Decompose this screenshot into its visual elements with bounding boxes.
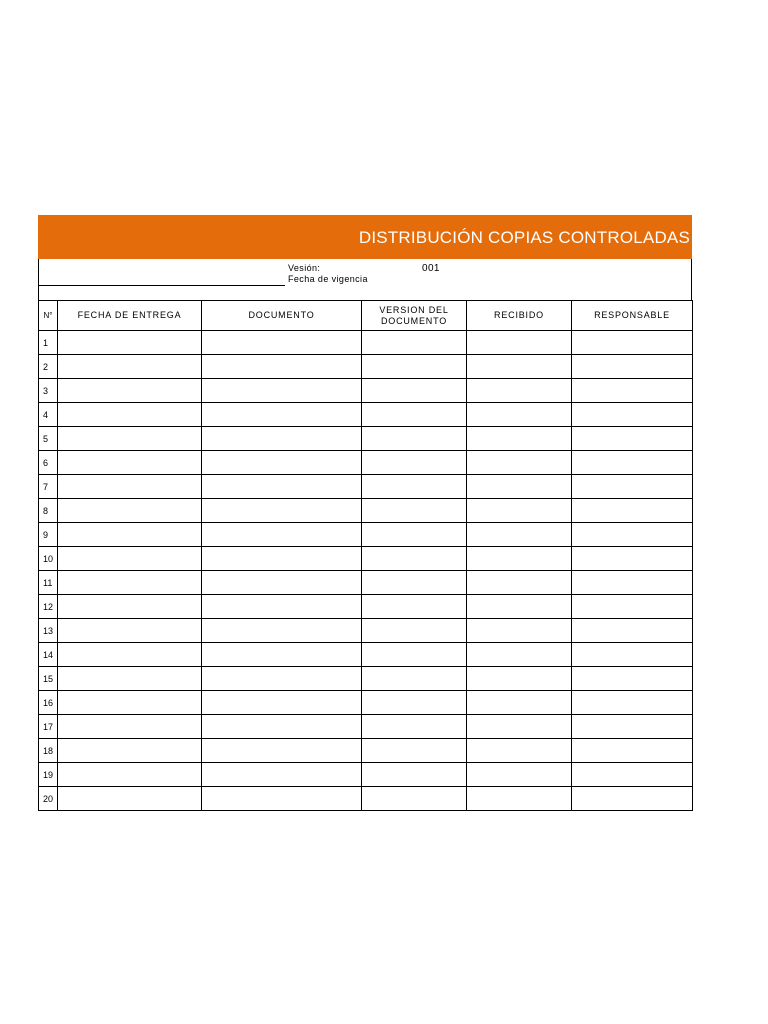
version-cell[interactable] xyxy=(362,595,467,619)
document-cell[interactable] xyxy=(202,571,362,595)
responsible-cell[interactable] xyxy=(572,499,693,523)
column-header-document-version: VERSION DEL DOCUMENTO xyxy=(362,301,467,331)
row-number: 3 xyxy=(39,379,58,403)
delivery-date-cell[interactable] xyxy=(58,715,202,739)
responsible-cell[interactable] xyxy=(572,547,693,571)
row-number: 9 xyxy=(39,523,58,547)
received-cell[interactable] xyxy=(467,451,572,475)
delivery-date-cell[interactable] xyxy=(58,427,202,451)
responsible-cell[interactable] xyxy=(572,451,693,475)
received-cell[interactable] xyxy=(467,739,572,763)
delivery-date-cell[interactable] xyxy=(58,787,202,811)
version-cell[interactable] xyxy=(362,691,467,715)
responsible-cell[interactable] xyxy=(572,643,693,667)
version-cell[interactable] xyxy=(362,379,467,403)
distribution-sheet xyxy=(38,215,692,811)
document-cell[interactable] xyxy=(202,691,362,715)
table-header-row xyxy=(39,301,693,331)
received-cell[interactable] xyxy=(467,643,572,667)
delivery-date-cell[interactable] xyxy=(58,403,202,427)
version-cell[interactable] xyxy=(362,427,467,451)
column-header-responsible: RESPONSABLE xyxy=(572,301,693,331)
received-cell[interactable] xyxy=(467,499,572,523)
delivery-date-cell[interactable] xyxy=(58,355,202,379)
received-cell[interactable] xyxy=(467,403,572,427)
document-cell[interactable] xyxy=(202,763,362,787)
document-cell[interactable] xyxy=(202,427,362,451)
table-row xyxy=(39,475,693,499)
row-number: 16 xyxy=(39,691,58,715)
version-label: Vesión: xyxy=(288,263,321,273)
row-number: 20 xyxy=(39,787,58,811)
responsible-cell[interactable] xyxy=(572,763,693,787)
row-number: 2 xyxy=(39,355,58,379)
row-number: 5 xyxy=(39,427,58,451)
document-cell[interactable] xyxy=(202,547,362,571)
received-cell[interactable] xyxy=(467,547,572,571)
document-cell[interactable] xyxy=(202,643,362,667)
table-row xyxy=(39,739,693,763)
document-cell[interactable] xyxy=(202,787,362,811)
delivery-date-cell[interactable] xyxy=(58,763,202,787)
delivery-date-cell[interactable] xyxy=(58,739,202,763)
effective-date-label: Fecha de vigencia xyxy=(288,274,368,284)
received-cell[interactable] xyxy=(467,691,572,715)
received-cell[interactable] xyxy=(467,427,572,451)
delivery-date-cell[interactable] xyxy=(58,595,202,619)
table-row xyxy=(39,595,693,619)
delivery-date-cell[interactable] xyxy=(58,523,202,547)
column-header-delivery-date: FECHA DE ENTREGA xyxy=(58,301,202,331)
table-row xyxy=(39,547,693,571)
responsible-cell[interactable] xyxy=(572,571,693,595)
row-number: 10 xyxy=(39,547,58,571)
delivery-date-cell[interactable] xyxy=(58,619,202,643)
document-cell[interactable] xyxy=(202,715,362,739)
responsible-cell[interactable] xyxy=(572,403,693,427)
delivery-date-cell[interactable] xyxy=(58,475,202,499)
document-cell[interactable] xyxy=(202,379,362,403)
version-value: 001 xyxy=(422,263,440,274)
version-cell[interactable] xyxy=(362,451,467,475)
delivery-date-cell[interactable] xyxy=(58,643,202,667)
responsible-cell[interactable] xyxy=(572,379,693,403)
version-cell[interactable] xyxy=(362,475,467,499)
delivery-date-cell[interactable] xyxy=(58,547,202,571)
table-row xyxy=(39,355,693,379)
document-cell[interactable] xyxy=(202,595,362,619)
version-cell[interactable] xyxy=(362,715,467,739)
received-cell[interactable] xyxy=(467,571,572,595)
version-cell[interactable] xyxy=(362,547,467,571)
table-row xyxy=(39,619,693,643)
responsible-cell[interactable] xyxy=(572,475,693,499)
column-header-received: RECIBIDO xyxy=(467,301,572,331)
sheet-title: DISTRIBUCIÓN COPIAS CONTROLADAS xyxy=(38,215,692,259)
delivery-date-cell[interactable] xyxy=(58,691,202,715)
received-cell[interactable] xyxy=(467,595,572,619)
document-cell[interactable] xyxy=(202,739,362,763)
table-row xyxy=(39,691,693,715)
document-cell[interactable] xyxy=(202,499,362,523)
table-row xyxy=(39,523,693,547)
version-cell[interactable] xyxy=(362,403,467,427)
version-cell[interactable] xyxy=(362,331,467,355)
received-cell[interactable] xyxy=(467,355,572,379)
row-number: 17 xyxy=(39,715,58,739)
responsible-cell[interactable] xyxy=(572,787,693,811)
received-cell[interactable] xyxy=(467,475,572,499)
delivery-date-cell[interactable] xyxy=(58,667,202,691)
version-cell[interactable] xyxy=(362,523,467,547)
received-cell[interactable] xyxy=(467,379,572,403)
responsible-cell[interactable] xyxy=(572,619,693,643)
row-number: 6 xyxy=(39,451,58,475)
table-body xyxy=(39,331,693,811)
delivery-date-cell[interactable] xyxy=(58,571,202,595)
received-cell[interactable] xyxy=(467,763,572,787)
document-meta xyxy=(38,259,692,300)
row-number: 4 xyxy=(39,403,58,427)
table-row xyxy=(39,403,693,427)
version-cell[interactable] xyxy=(362,763,467,787)
responsible-cell[interactable] xyxy=(572,667,693,691)
row-number: 7 xyxy=(39,475,58,499)
row-number: 11 xyxy=(39,571,58,595)
received-cell[interactable] xyxy=(467,619,572,643)
responsible-cell[interactable] xyxy=(572,715,693,739)
delivery-date-cell[interactable] xyxy=(58,331,202,355)
row-number: 12 xyxy=(39,595,58,619)
table-row xyxy=(39,499,693,523)
table-row xyxy=(39,643,693,667)
responsible-cell[interactable] xyxy=(572,331,693,355)
received-cell[interactable] xyxy=(467,331,572,355)
document-cell[interactable] xyxy=(202,403,362,427)
document-cell[interactable] xyxy=(202,667,362,691)
distribution-table xyxy=(38,300,693,811)
table-row xyxy=(39,787,693,811)
version-cell[interactable] xyxy=(362,787,467,811)
received-cell[interactable] xyxy=(467,715,572,739)
document-cell[interactable] xyxy=(202,619,362,643)
table-row xyxy=(39,571,693,595)
row-number: 19 xyxy=(39,763,58,787)
row-number: 13 xyxy=(39,619,58,643)
row-number: 1 xyxy=(39,331,58,355)
row-number: 14 xyxy=(39,643,58,667)
document-cell[interactable] xyxy=(202,523,362,547)
responsible-cell[interactable] xyxy=(572,523,693,547)
responsible-cell[interactable] xyxy=(572,427,693,451)
received-cell[interactable] xyxy=(467,667,572,691)
name-underline xyxy=(39,285,285,286)
version-cell[interactable] xyxy=(362,571,467,595)
delivery-date-cell[interactable] xyxy=(58,379,202,403)
column-header-document: DOCUMENTO xyxy=(202,301,362,331)
version-cell[interactable] xyxy=(362,499,467,523)
table-row xyxy=(39,763,693,787)
version-cell[interactable] xyxy=(362,739,467,763)
responsible-cell[interactable] xyxy=(572,355,693,379)
table-row xyxy=(39,427,693,451)
document-cell[interactable] xyxy=(202,451,362,475)
table-row xyxy=(39,379,693,403)
received-cell[interactable] xyxy=(467,787,572,811)
table-row xyxy=(39,331,693,355)
version-cell[interactable] xyxy=(362,355,467,379)
version-cell[interactable] xyxy=(362,619,467,643)
delivery-date-cell[interactable] xyxy=(58,499,202,523)
delivery-date-cell[interactable] xyxy=(58,451,202,475)
row-number: 8 xyxy=(39,499,58,523)
document-cell[interactable] xyxy=(202,355,362,379)
table-row xyxy=(39,715,693,739)
table-row xyxy=(39,451,693,475)
version-cell[interactable] xyxy=(362,643,467,667)
column-header-number: N° xyxy=(39,301,58,331)
row-number: 15 xyxy=(39,667,58,691)
responsible-cell[interactable] xyxy=(572,739,693,763)
row-number: 18 xyxy=(39,739,58,763)
table-row xyxy=(39,667,693,691)
document-cell[interactable] xyxy=(202,331,362,355)
document-cell[interactable] xyxy=(202,475,362,499)
responsible-cell[interactable] xyxy=(572,595,693,619)
responsible-cell[interactable] xyxy=(572,691,693,715)
version-cell[interactable] xyxy=(362,667,467,691)
received-cell[interactable] xyxy=(467,523,572,547)
